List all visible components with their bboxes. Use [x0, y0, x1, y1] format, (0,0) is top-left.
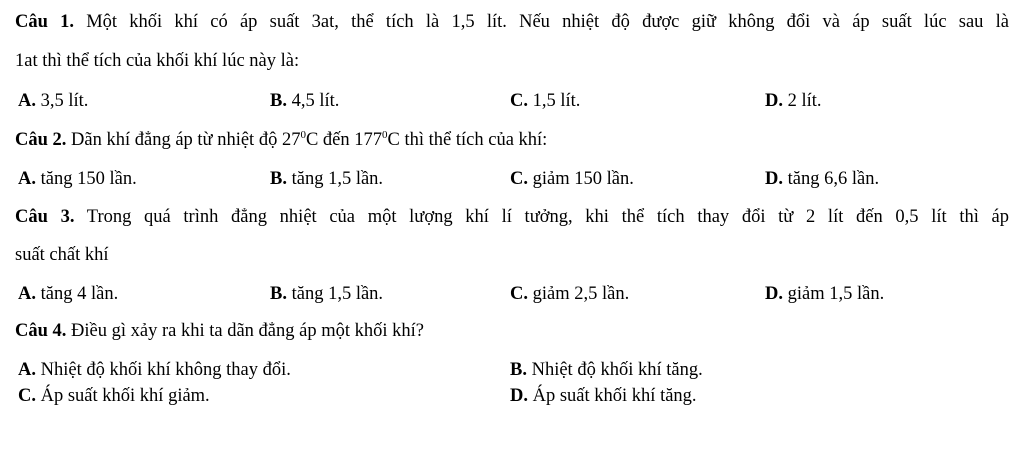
question-4-option-b	[510, 359, 703, 381]
question-2-label: Câu 2.	[15, 130, 67, 150]
option-letter: D.	[765, 284, 783, 304]
question-3-option-c	[510, 283, 629, 305]
question-3-option-d	[765, 283, 884, 305]
option-letter: C.	[18, 386, 36, 406]
question-1-text-line-2: 1at thì thể tích của khối khí lúc này là:	[15, 51, 300, 71]
option-text: Nhiệt độ khối khí không thay đổi.	[40, 360, 291, 380]
question-3-option-a	[18, 283, 118, 305]
question-2-option-b	[270, 168, 383, 190]
question-1-line-1	[15, 11, 1009, 33]
question-4-text-line-1: Điều gì xảy ra khi ta dãn đẳng áp một khối khí?	[71, 321, 424, 341]
option-letter: B.	[510, 360, 527, 380]
option-text: giảm 1,5 lần.	[787, 284, 885, 304]
question-4-option-a	[18, 359, 291, 381]
option-text: 3,5 lít.	[40, 91, 89, 111]
question-1-text-line-1: Một khối khí có áp suất 3at, thể tích là 1,5 lít. Nếu nhiệt độ được giữ không đổi và áp suất lúc sau là	[86, 12, 1009, 32]
option-letter: A.	[18, 91, 36, 111]
degree-superscript: 0	[300, 128, 306, 141]
question-1-label: Câu 1.	[15, 12, 74, 32]
option-text: 1,5 lít.	[532, 91, 581, 111]
question-1-option-c	[510, 90, 580, 112]
question-3-text-line-2: suất chất khí	[15, 245, 109, 265]
question-4-option-c	[18, 385, 210, 407]
option-letter: D.	[510, 386, 528, 406]
option-letter: C.	[510, 91, 528, 111]
option-text: 2 lít.	[787, 91, 822, 111]
question-3-option-b	[270, 283, 383, 305]
option-text: tăng 150 lần.	[40, 169, 137, 189]
option-letter: C.	[510, 284, 528, 304]
option-letter: A.	[18, 284, 36, 304]
question-1-line-2	[15, 50, 299, 72]
question-2-option-d	[765, 168, 879, 190]
question-2-line-1	[15, 129, 547, 151]
option-letter: A.	[18, 360, 36, 380]
option-text: tăng 1,5 lần.	[291, 169, 384, 189]
question-4-line-1	[15, 320, 424, 342]
option-letter: D.	[765, 91, 783, 111]
option-text: giảm 150 lần.	[532, 169, 634, 189]
question-3-text-line-1: Trong quá trình đẳng nhiệt của một lượng khí lí tưởng, khi thể tích thay đổi từ 2 lít đến 0,5 lít thì áp	[86, 207, 1009, 227]
option-text: 4,5 lít.	[291, 91, 340, 111]
question-1-option-b	[270, 90, 339, 112]
option-text: Áp suất khối khí tăng.	[532, 386, 697, 406]
option-letter: D.	[765, 169, 783, 189]
question-2-text-b: C đến 177	[305, 130, 383, 150]
option-letter: B.	[270, 284, 287, 304]
option-text: tăng 4 lần.	[40, 284, 119, 304]
option-letter: A.	[18, 169, 36, 189]
option-text: Nhiệt độ khối khí tăng.	[531, 360, 703, 380]
option-text: tăng 6,6 lần.	[787, 169, 880, 189]
question-1-option-d	[765, 90, 822, 112]
question-4-option-d	[510, 385, 697, 407]
question-4-label: Câu 4.	[15, 321, 67, 341]
option-letter: B.	[270, 169, 287, 189]
option-text: Áp suất khối khí giảm.	[40, 386, 210, 406]
degree-superscript: 0	[382, 128, 388, 141]
option-text: giảm 2,5 lần.	[532, 284, 630, 304]
question-2-option-a	[18, 168, 137, 190]
question-3-line-2	[15, 244, 109, 266]
option-letter: C.	[510, 169, 528, 189]
question-2-option-c	[510, 168, 634, 190]
option-text: tăng 1,5 lần.	[291, 284, 384, 304]
question-3-label: Câu 3.	[15, 207, 75, 227]
question-3-line-1	[15, 206, 1009, 228]
question-2-text-c: C thì thể tích của khí:	[387, 130, 548, 150]
question-2-text-a: Dãn khí đẳng áp từ nhiệt độ 27	[71, 130, 301, 150]
option-letter: B.	[270, 91, 287, 111]
question-1-option-a	[18, 90, 88, 112]
